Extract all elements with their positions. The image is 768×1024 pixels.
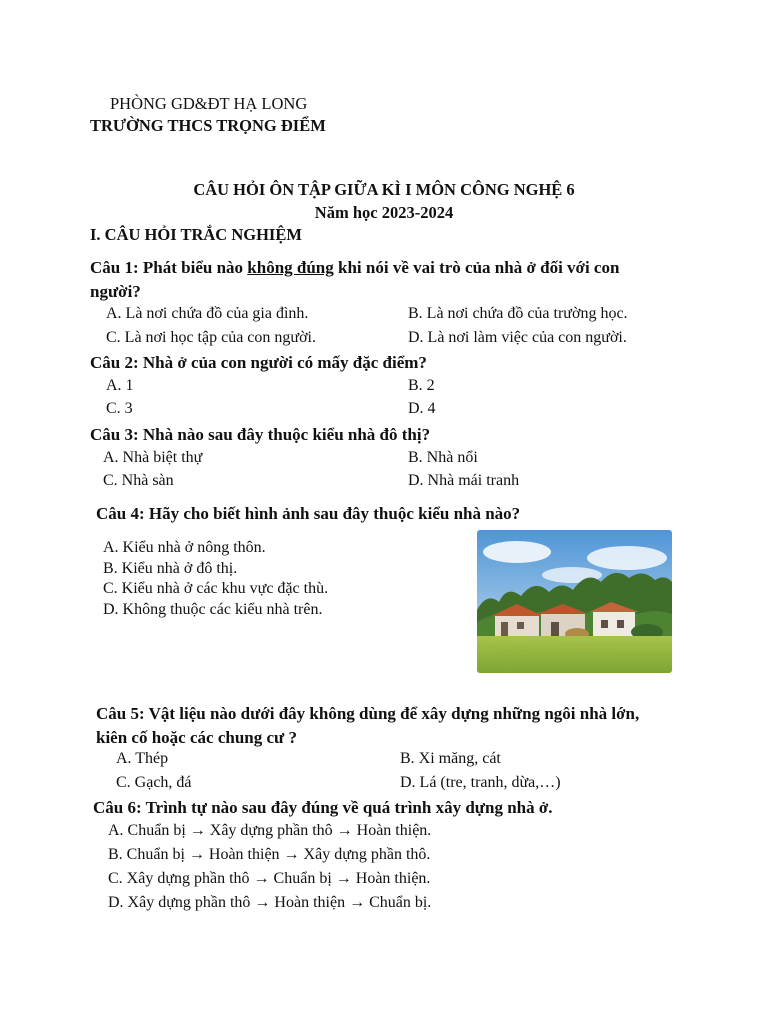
question-6: Câu 6: Trình tự nào sau đây đúng về quá trình xây dựng nhà ở. [93,798,553,817]
question-5: Câu 5: Vật liệu nào dưới đây không dùng để xây dựng những ngôi nhà lớn, [96,704,640,723]
q6-option-b: B. Chuẩn bị → Hoàn thiện → Xây dựng phần thô. [108,846,431,863]
section-heading: I. CÂU HỎI TRẮC NGHIỆM [90,225,302,244]
question-4: Câu 4: Hãy cho biết hình ảnh sau đây thuộc kiểu nhà nào? [96,504,521,523]
q6-option-d: D. Xây dựng phần thô → Hoàn thiện → Chuẩn bị. [108,894,432,911]
question-5-line2: kiên cố hoặc các chung cư ? [96,728,297,747]
q5-option-a: A. Thép [116,750,169,767]
rural-house-illustration [477,530,672,673]
q1-option-a: A. Là nơi chứa đồ của gia đình. [106,305,309,322]
page-title: CÂU HỎI ÔN TẬP GIỮA KÌ I MÔN CÔNG NGHỆ 6 [193,180,575,199]
q3-option-d: D. Nhà mái tranh [408,472,520,489]
q1-option-b: B. Là nơi chứa đồ của trường học. [408,305,628,322]
question-2: Câu 2: Nhà ở của con người có mấy đặc điểm? [90,353,427,372]
question-1-line2: người? [90,282,141,301]
q1-option-d: D. Là nơi làm việc của con người. [408,329,627,346]
q4-option-d: D. Không thuộc các kiểu nhà trên. [103,601,323,618]
q2-option-b: B. 2 [408,377,435,394]
question-1-text: Câu 1: Phát biểu nào [90,258,248,277]
question-1-emphasis: không đúng [247,258,334,277]
question-1-text-end: khi nói về vai trò của nhà ở đối với con [333,258,620,277]
q2-option-d: D. 4 [408,400,436,417]
q2-option-c: C. 3 [106,400,133,417]
q3-option-a: A. Nhà biệt thự [103,449,203,466]
q4-option-c: C. Kiểu nhà ở các khu vực đặc thù. [103,580,329,597]
question-3: Câu 3: Nhà nào sau đây thuộc kiểu nhà đô thị? [90,425,431,444]
q1-option-c: C. Là nơi học tập của con người. [106,329,316,346]
q4-option-a: A. Kiểu nhà ở nông thôn. [103,539,266,556]
q5-option-b: B. Xi măng, cát [400,750,501,767]
school-name: TRƯỜNG THCS TRỌNG ĐIỂM [90,116,326,135]
q5-option-c: C. Gạch, đá [116,774,192,791]
q2-option-a: A. 1 [106,377,134,394]
school-year: Năm học 2023-2024 [314,203,454,222]
office-name: PHÒNG GD&ĐT HẠ LONG [110,94,308,113]
q6-option-a: A. Chuẩn bị → Xây dựng phần thô → Hoàn thiện. [108,822,432,839]
q5-option-d: D. Lá (tre, tranh, dừa,…) [400,774,561,791]
q6-option-c: C. Xây dựng phần thô → Chuẩn bị → Hoàn thiện. [108,870,431,887]
q3-option-c: C. Nhà sàn [103,472,174,489]
q4-option-b: B. Kiểu nhà ở đô thị. [103,560,238,577]
q3-option-b: B. Nhà nổi [408,449,478,466]
rural-house-photo [477,530,672,673]
question-1 [90,258,619,278]
